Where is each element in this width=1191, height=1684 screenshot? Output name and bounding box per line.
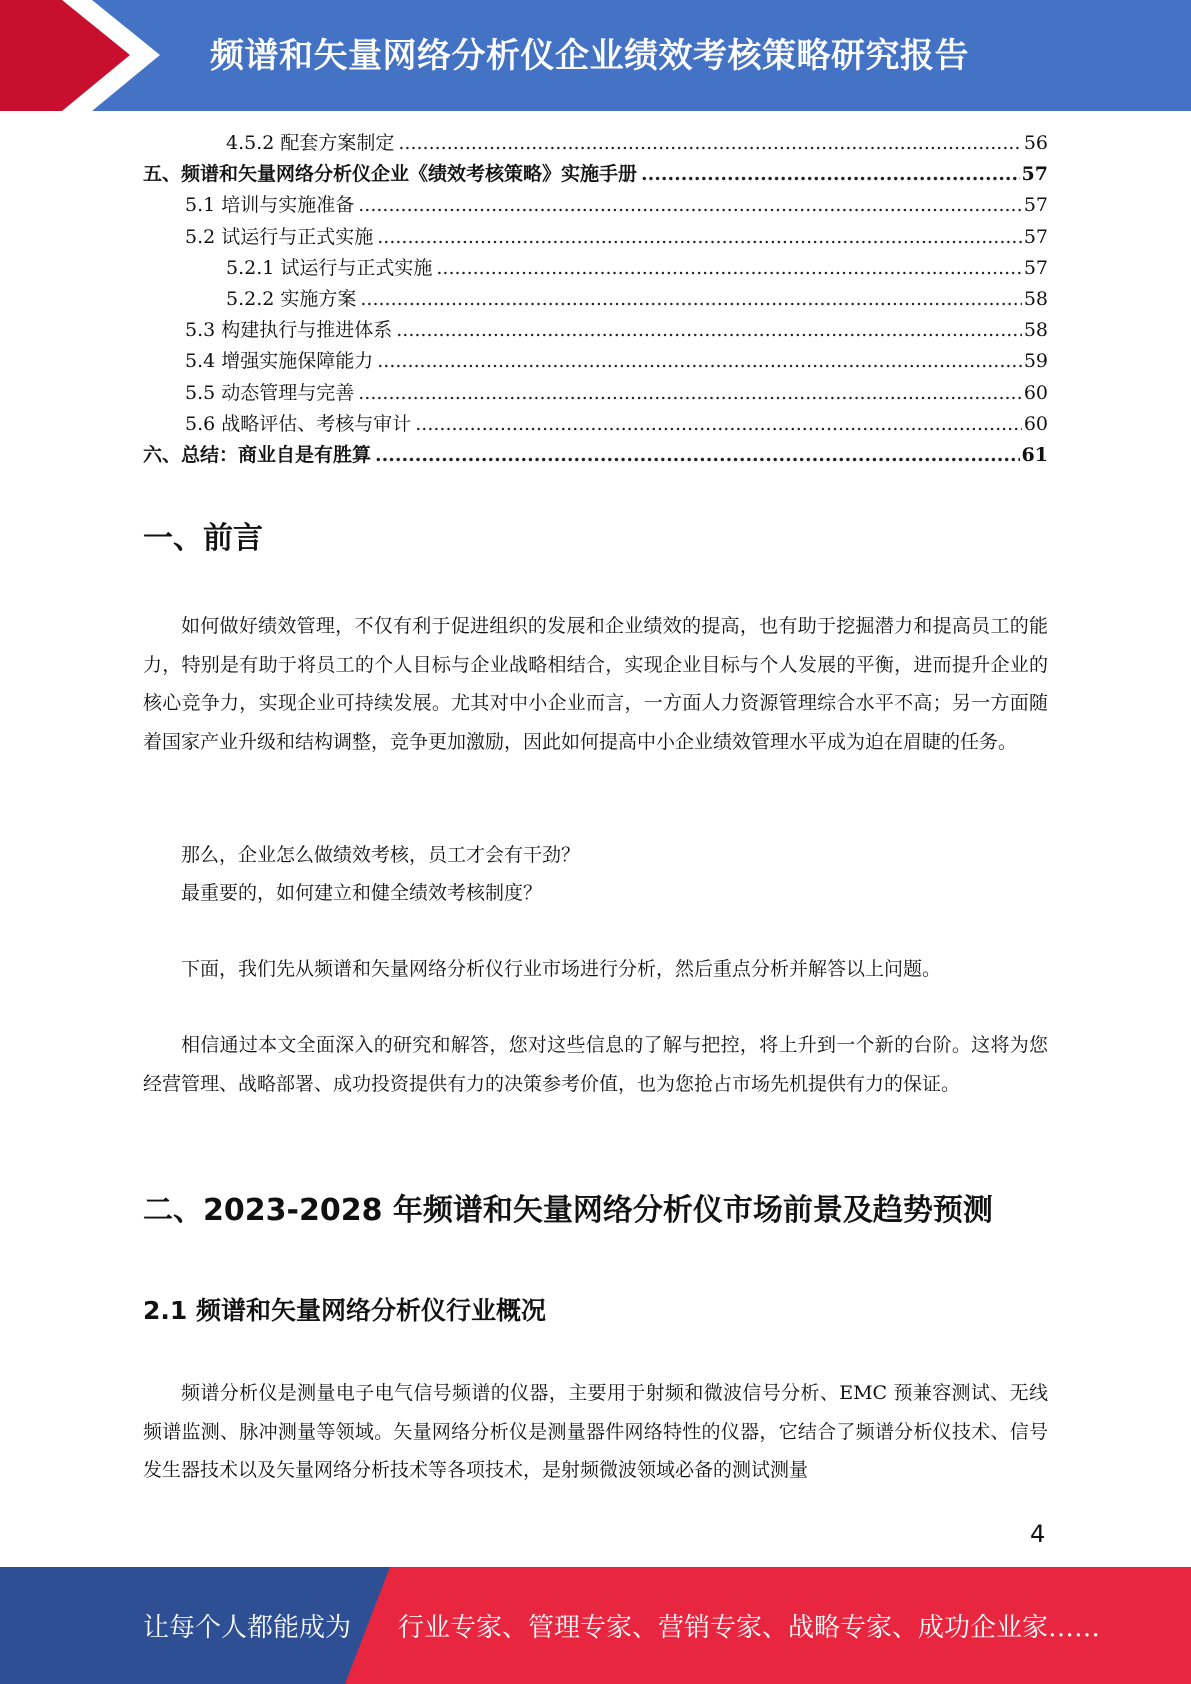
toc-entry[interactable] — [143, 378, 1048, 409]
toc-leader-dots — [375, 440, 1020, 471]
toc-entry-label: 5.4 增强实施保障能力 — [185, 350, 374, 373]
toc-leader-dots — [398, 128, 1021, 159]
toc-leader-dots — [377, 222, 1022, 253]
toc-leader-dots — [358, 190, 1022, 221]
toc-entry-label: 5.6 战略评估、考核与审计 — [185, 412, 412, 435]
toc-leader-dots — [436, 253, 1021, 284]
toc-entry-page: 57 — [1021, 163, 1048, 186]
toc-entry[interactable] — [143, 128, 1048, 159]
toc-entry[interactable] — [143, 440, 1048, 471]
toc-entry-page: 60 — [1023, 381, 1048, 404]
toc-entry-label: 4.5.2 配套方案制定 — [226, 132, 395, 154]
toc-entry-page: 58 — [1023, 319, 1048, 342]
preface-paragraph-3: 相信通过本文全面深入的研究和解答，您对这些信息的了解与把控，将上升到一个新的台阶。这将为您经营管理、战略部署、成功投资提供有力的决策参考价值，也为您抢占市场先机提供有力的保证。 — [143, 1034, 1048, 1095]
footer-slogan-right: 行业专家、管理专家、营销专家、战略专家、成功企业家…… — [398, 1613, 1101, 1643]
preface-paragraph-1: 如何做好绩效管理，不仅有利于促进组织的发展和企业绩效的提高，也有助于挖掘潜力和提高员工的能力，特别是有助于将员工的个人目标与企业战略相结合，实现企业目标与个人发展的平衡，进而提升企业的核心竞争力，实现企业可持续发展。尤其对中小企业而言，一方面人力资源管理综合水平不高；另一方面随着国家产业升级和结构调整，竞争更加激励，因此如何提高中小企业绩效管理水平成为迫在眉睫的任务。 — [143, 615, 1048, 753]
page-header — [0, 0, 1191, 111]
toc-entry-page: 58 — [1023, 287, 1048, 310]
preface-question-2: 最重要的，如何建立和健全绩效考核制度？ — [181, 882, 543, 904]
toc-entry[interactable] — [143, 222, 1048, 253]
toc-entry-label: 5.1 培训与实施准备 — [185, 194, 355, 217]
toc-entry[interactable] — [143, 346, 1048, 377]
toc-leader-dots — [360, 284, 1021, 315]
toc-entry-label: 五、频谱和矢量网络分析仪企业《绩效考核策略》实施手册 — [143, 163, 638, 186]
toc-entry-page: 57 — [1023, 225, 1048, 248]
toc-leader-dots — [396, 315, 1022, 346]
header-red-arrow — [0, 0, 150, 111]
toc-entry-label: 5.2.2 实施方案 — [226, 287, 357, 310]
toc-entry-page: 57 — [1023, 194, 1048, 217]
toc-entry-label: 六、总结：商业自是有胜算 — [143, 443, 372, 466]
page-number: 4 — [1030, 1520, 1046, 1548]
page-footer — [0, 1567, 1191, 1684]
footer-slogan-left: 让每个人都能成为 — [143, 1613, 352, 1643]
toc-leader-dots — [377, 346, 1022, 377]
subsection-heading-industry-overview: 2.1 频谱和矢量网络分析仪行业概况 — [143, 1296, 546, 1325]
toc-leader-dots — [358, 378, 1022, 409]
toc-entry-label: 5.3 构建执行与推进体系 — [185, 319, 393, 342]
toc-entry[interactable] — [143, 284, 1048, 315]
toc-entry[interactable] — [143, 315, 1048, 346]
report-title: 频谱和矢量网络分析仪企业绩效考核策略研究报告 — [210, 36, 969, 76]
toc-leader-dots — [415, 409, 1022, 440]
toc-leader-dots — [641, 159, 1020, 190]
toc-entry-page: 61 — [1021, 443, 1048, 466]
section-heading-preface: 一、前言 — [143, 521, 263, 556]
toc-entry-label: 5.2 试运行与正式实施 — [185, 225, 374, 248]
toc-entry-page: 57 — [1023, 256, 1048, 279]
toc-entry[interactable] — [143, 409, 1048, 440]
toc-entry-label: 5.5 动态管理与完善 — [185, 381, 355, 404]
toc-entry-page: 59 — [1023, 350, 1048, 373]
preface-paragraph-2: 下面，我们先从频谱和矢量网络分析仪行业市场进行分析，然后重点分析并解答以上问题。 — [181, 958, 942, 980]
section-heading-market-forecast: 二、2023-2028 年频谱和矢量网络分析仪市场前景及趋势预测 — [143, 1193, 993, 1228]
toc-entry-label: 5.2.1 试运行与正式实施 — [226, 256, 433, 279]
toc-entry-page: 56 — [1023, 132, 1048, 154]
toc-entry[interactable] — [143, 253, 1048, 284]
toc-entry[interactable] — [143, 159, 1048, 190]
toc-entry-page: 60 — [1023, 412, 1048, 435]
table-of-contents — [143, 128, 1048, 471]
toc-entry[interactable] — [143, 190, 1048, 221]
industry-overview-paragraph: 频谱分析仪是测量电子电气信号频谱的仪器，主要用于射频和微波信号分析、EMC 预兼容测试、无线频谱监测、脉冲测量等领域。矢量网络分析仪是测量器件网络特性的仪器，它结合了频谱分析仪技术、信号发生器技术以及矢量网络分析技术等各项技术，是射频微波领域必备的测试测量 — [143, 1382, 1048, 1481]
preface-question-1: 那么，企业怎么做绩效考核，员工才会有干劲？ — [181, 844, 581, 866]
